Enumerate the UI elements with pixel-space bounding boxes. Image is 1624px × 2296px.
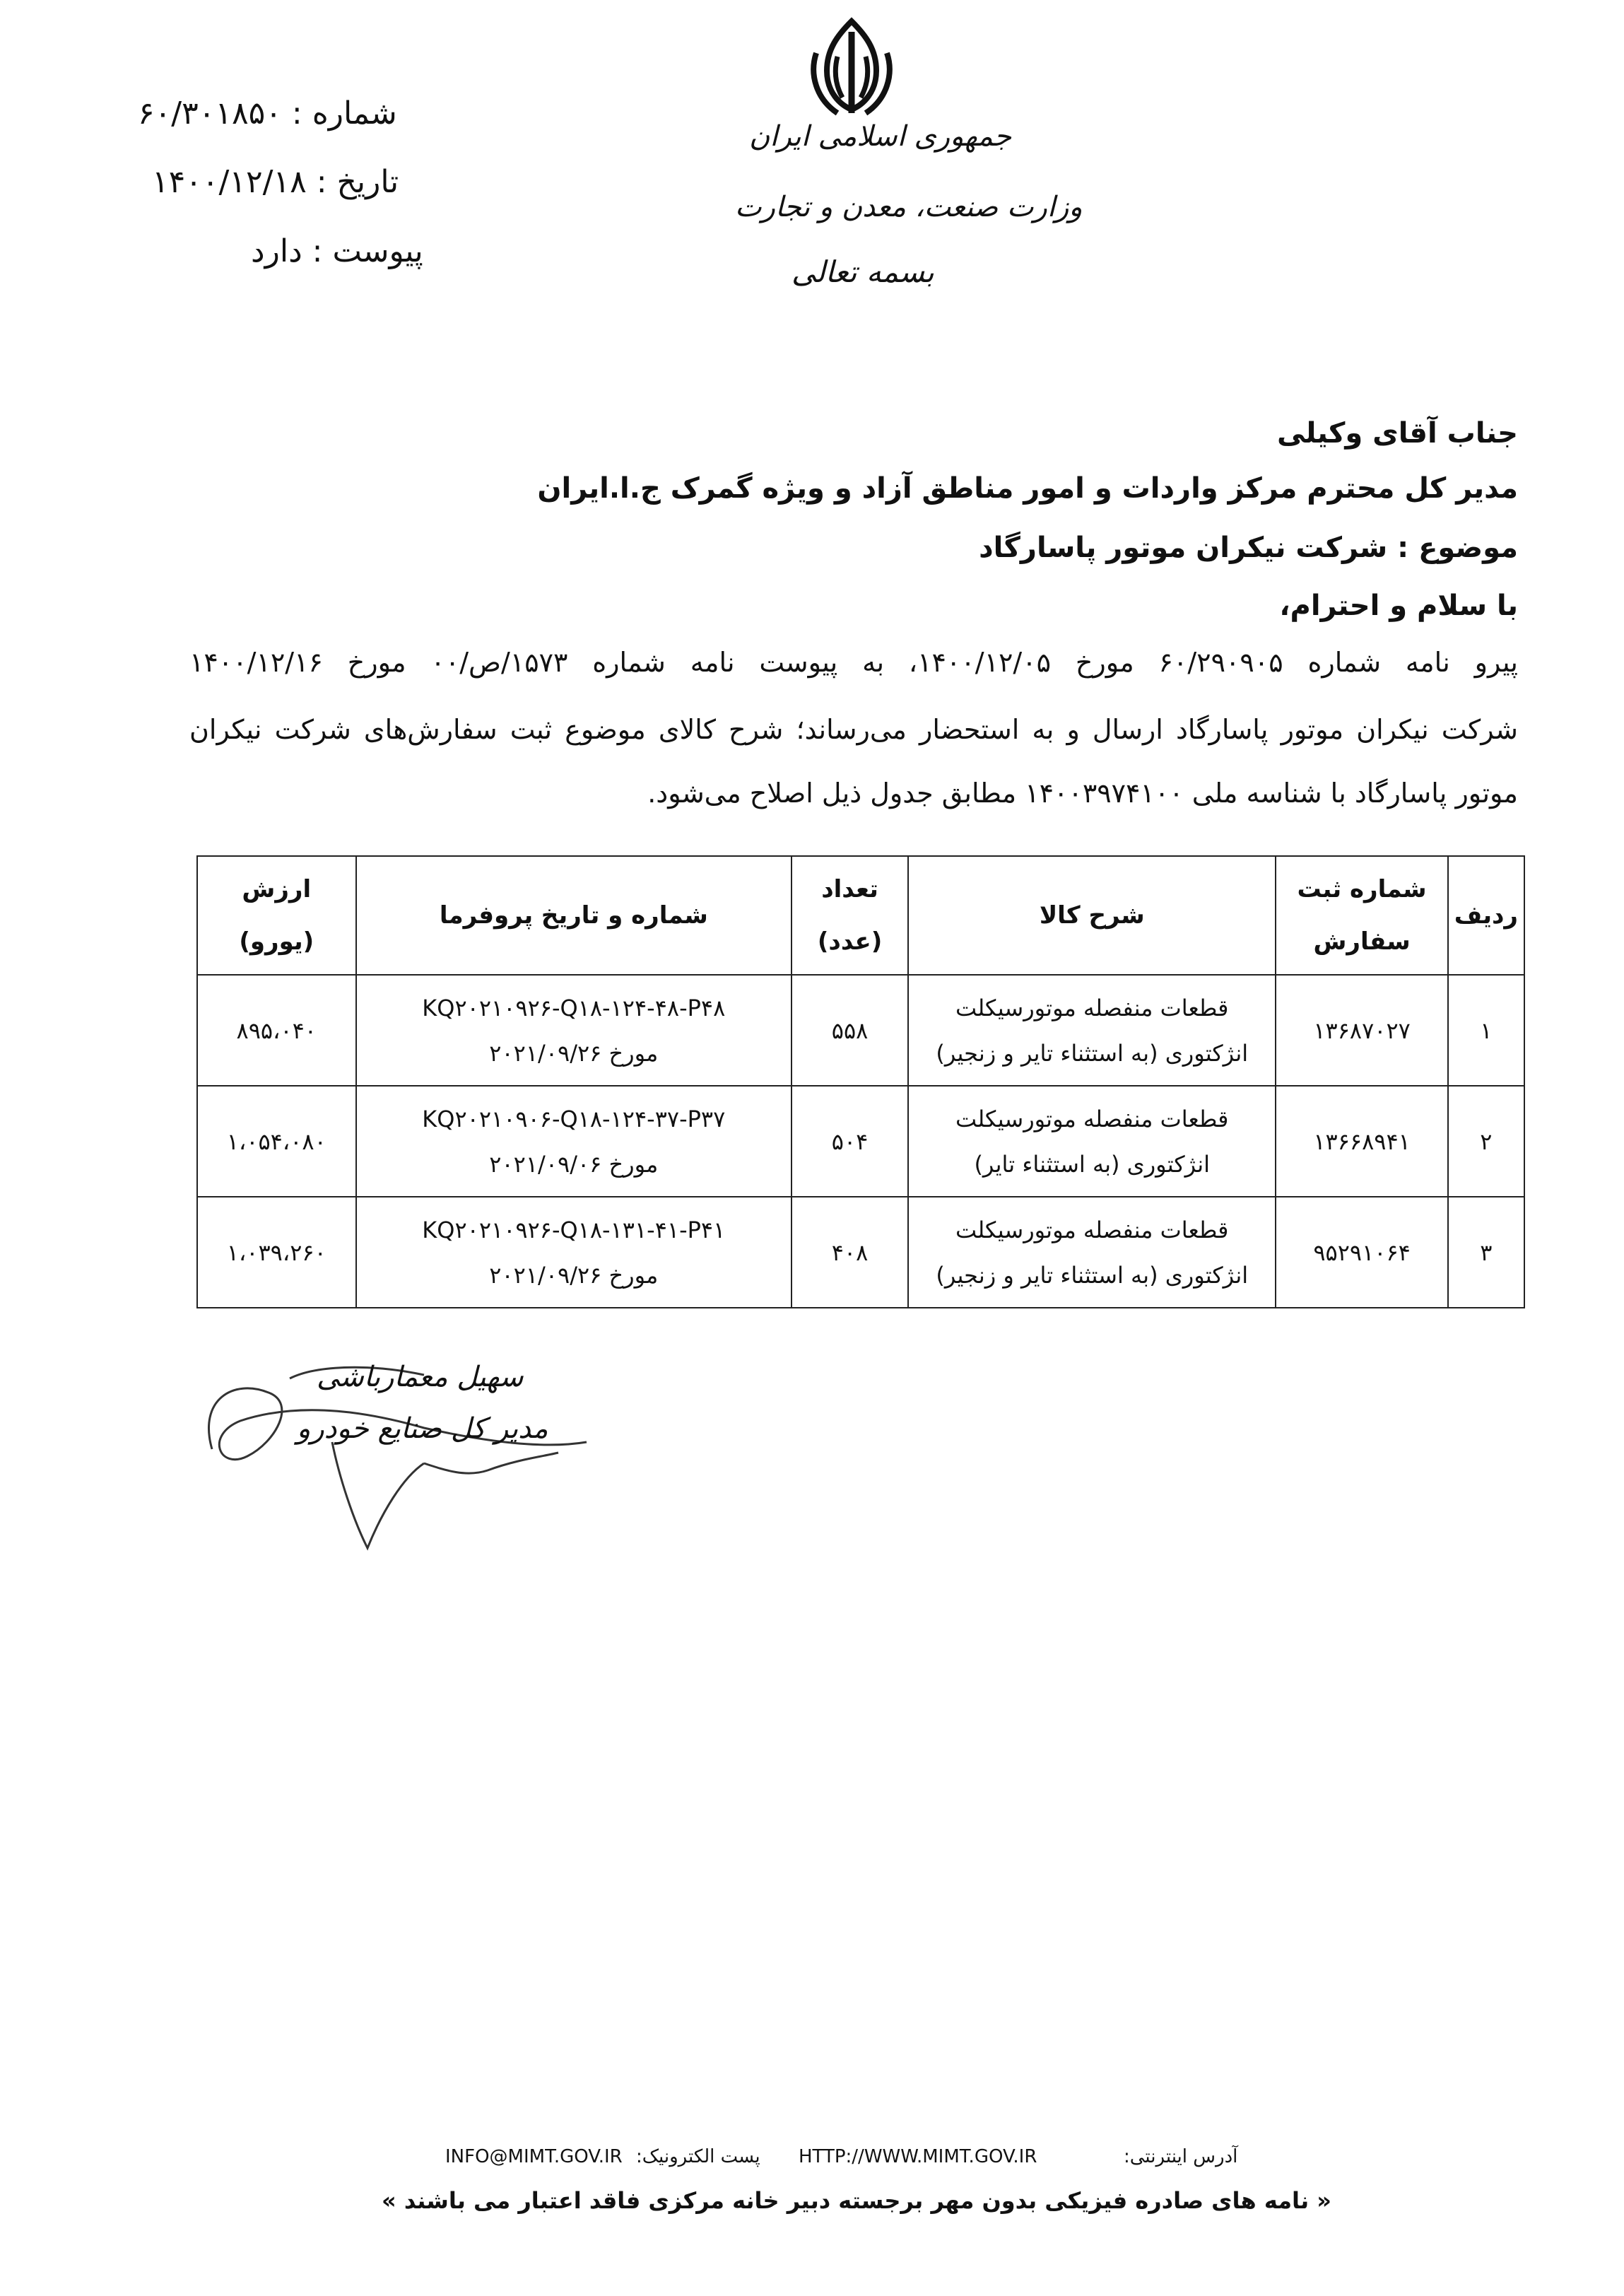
proforma-number: KQ۲۰۲۱۰۹۲۶-Q۱۸-۱۳۱-۴۱-P۴۱ (422, 1216, 726, 1243)
header-registration-line1: شماره ثبت (1297, 875, 1427, 903)
letter-attachment: پیوست : دارد (251, 233, 423, 269)
value: ۱،۰۳۹،۲۶۰ (197, 1197, 356, 1308)
goods-description-line1: قطعات منفصله موتورسیکلت (955, 1105, 1229, 1132)
header-proforma: شماره و تاریخ پروفرما (356, 856, 792, 975)
row-number: ۳ (1448, 1197, 1524, 1308)
header-quantity-line2: (عدد) (817, 927, 883, 956)
email-link[interactable]: INFO@MIMT.GOV.IR (445, 2146, 623, 2167)
header-ministry: وزارت صنعت، معدن و تجارت (735, 191, 1083, 223)
value: ۸۹۵،۰۴۰ (197, 975, 356, 1086)
registration-number: ۱۳۶۶۸۹۴۱ (1276, 1086, 1447, 1197)
header-registration (1276, 856, 1447, 975)
header-value-line1: ارزش (242, 875, 312, 903)
header-registration-line2: سفارش (1313, 927, 1411, 956)
letter-greeting: با سلام و احترام، (1279, 590, 1518, 622)
table-row (197, 1086, 1524, 1197)
row-number: ۱ (1448, 975, 1524, 1086)
proforma-date: مورخ ۲۰۲۱/۰۹/۰۶ (489, 1150, 659, 1178)
registration-number: ۱۳۶۸۷۰۲۷ (1276, 975, 1447, 1086)
header-bismillah: بسمه تعالی (792, 254, 934, 289)
row-number: ۲ (1448, 1086, 1524, 1197)
proforma (356, 975, 792, 1086)
proforma (356, 1197, 792, 1308)
signatory-name: سهیل معمارباشی (317, 1361, 524, 1393)
goods-description-line2: انژکتوری (به استثناء تایر) (974, 1150, 1211, 1178)
body-line-2: شرکت نیکران موتور پاسارگاد ارسال و به استحضار می‌رساند؛ شرح کالای موضوع ثبت سفارش‌های شرکت نیکران (189, 714, 1518, 745)
header-row-number: ردیف (1448, 856, 1524, 975)
header-value (197, 856, 356, 975)
recipient-title: مدیر کل محترم مرکز واردات و امور مناطق آزاد و ویژه گمرک ج.ا.ایران (537, 472, 1518, 505)
table-row (197, 1197, 1524, 1308)
recipient-name: جناب آقای وکیلی (1276, 417, 1518, 450)
body-line-3: موتور پاسارگاد با شناسه ملی ۱۴۰۰۳۹۷۴۱۰۰ مطابق جدول ذیل اصلاح می‌شود. (647, 778, 1518, 809)
quantity: ۵۵۸ (792, 975, 908, 1086)
goods-description-line1: قطعات منفصله موتورسیکلت (955, 1216, 1229, 1243)
website-label: آدرس اینترنتی: (1124, 2146, 1238, 2167)
proforma-date: مورخ ۲۰۲۱/۰۹/۲۶ (489, 1039, 659, 1067)
registration-number: ۹۵۲۹۱۰۶۴ (1276, 1197, 1447, 1308)
proforma-number: KQ۲۰۲۱۰۹۲۶-Q۱۸-۱۲۴-۴۸-P۴۸ (422, 994, 726, 1021)
table-row (197, 975, 1524, 1086)
header-quantity (792, 856, 908, 975)
header-value-line2: (یورو) (239, 927, 314, 956)
table-header-row (197, 856, 1524, 975)
signatory-title: مدیر کل صنایع خودرو (297, 1412, 548, 1445)
quantity: ۵۰۴ (792, 1086, 908, 1197)
iran-emblem-icon (799, 14, 905, 120)
letter-subject: موضوع : شرکت نیکران موتور پاسارگاد (979, 532, 1518, 564)
proforma (356, 1086, 792, 1197)
quantity: ۴۰۸ (792, 1197, 908, 1308)
header-country: جمهوری اسلامی ایران (749, 120, 1012, 153)
footer-note: « نامه های صادره فیزیکی بدون مهر برجسته دبیر خانه مرکزی فاقد اعتبار می باشند » (382, 2187, 1331, 2214)
goods-description (908, 1086, 1276, 1197)
letter-date: تاریخ : ۱۴۰۰/۱۲/۱۸ (152, 164, 399, 200)
letter-number: شماره : ۶۰/۳۰۱۸۵۰ (138, 95, 397, 131)
goods-description (908, 975, 1276, 1086)
email-label: پست الکترونیک: (636, 2146, 760, 2167)
body-line-1: پیرو نامه شماره ۶۰/۲۹۰۹۰۵ مورخ ۱۴۰۰/۱۲/۰۵، به پیوست نامه شماره ۱۵۷۳/ص/۰۰ مورخ ۱۴۰۰/۱۲/۱۶ (189, 647, 1518, 678)
goods-description (908, 1197, 1276, 1308)
header-quantity-line1: تعداد (821, 875, 878, 903)
goods-description-line1: قطعات منفصله موتورسیکلت (955, 994, 1229, 1021)
proforma-date: مورخ ۲۰۲۱/۰۹/۲۶ (489, 1261, 659, 1289)
value: ۱،۰۵۴،۰۸۰ (197, 1086, 356, 1197)
goods-description-line2: انژکتوری (به استثناء تایر و زنجیر) (936, 1039, 1249, 1067)
website-link[interactable]: HTTP://WWW.MIMT.GOV.IR (799, 2146, 1037, 2167)
header-description: شرح کالا (908, 856, 1276, 975)
order-table (196, 855, 1525, 1308)
proforma-number: KQ۲۰۲۱۰۹۰۶-Q۱۸-۱۲۴-۳۷-P۳۷ (422, 1105, 726, 1132)
goods-description-line2: انژکتوری (به استثناء تایر و زنجیر) (936, 1261, 1249, 1289)
